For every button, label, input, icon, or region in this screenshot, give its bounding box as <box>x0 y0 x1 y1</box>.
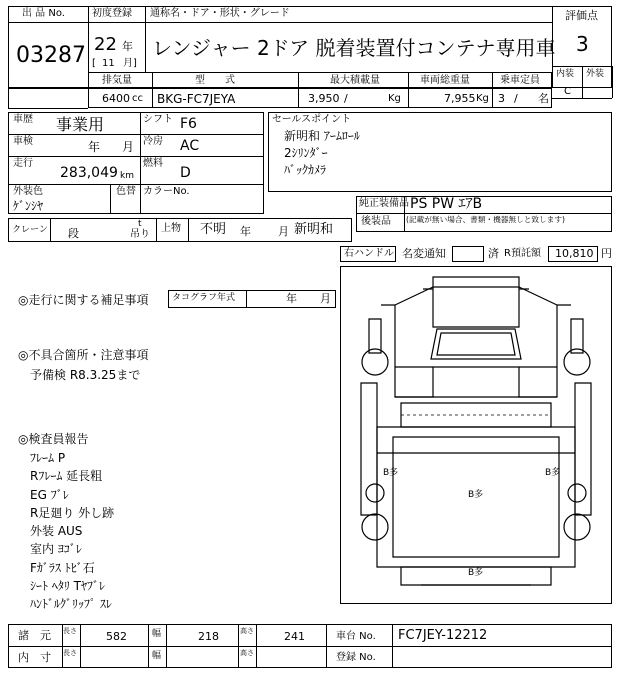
inspector-line: 外装 AUS <box>30 524 83 538</box>
reg-month-open: [ <box>92 58 96 69</box>
name-label: 通称名・ドア・形状・グレード <box>150 8 290 19</box>
recycle-amount: 10,810 <box>555 247 594 260</box>
ext-color-label: 外装色 <box>13 186 43 197</box>
reg-year-unit: 年 <box>122 40 133 53</box>
inner-length-label: 長さ <box>63 649 77 657</box>
damage-diagram <box>340 266 612 604</box>
inner-label: 内 寸 <box>18 651 51 664</box>
reg-no-label: 登録 No. <box>336 652 376 663</box>
gross-label: 車両総重量 <box>420 75 470 86</box>
width-value: 218 <box>198 630 219 643</box>
inspector-line: EG ﾌﾞﾚ <box>30 488 69 502</box>
damage-mark-center: B多 <box>468 490 484 500</box>
interior-grade: C <box>564 86 571 97</box>
body-month-unit: 月 <box>278 225 289 238</box>
driving-remarks-title: ◎走行に関する補足事項 <box>18 293 149 307</box>
inspection-month-unit: 月 <box>122 140 135 154</box>
damage-mark-right: B多 <box>545 468 561 478</box>
equipment-value: PS PW ｴｱB <box>410 196 483 212</box>
inspection-label: 車検 <box>13 136 33 147</box>
length-label: 長さ <box>63 627 77 635</box>
model-name: レンジャー 2ドア 脱着装置付コンテナ専用車 <box>152 36 556 60</box>
max-load-unit: Kg <box>388 93 401 104</box>
inspector-line: Rﾌﾚｰﾑ 延長粗 <box>30 469 103 483</box>
width-label: 幅 <box>152 629 162 639</box>
lot-number: 03287 <box>16 43 86 68</box>
chassis-label: 車台 No. <box>336 631 376 642</box>
sales-point-2: 2ｼﾘﾝﾀﾞｰ <box>284 146 328 160</box>
recycle-unit: 円 <box>601 247 612 260</box>
inspector-line: 室内 ﾖｺﾞﾚ <box>30 542 82 556</box>
body-year-unit: 年 <box>240 225 251 238</box>
height-label: 高さ <box>240 627 254 635</box>
mileage-label: 走行 <box>13 158 33 169</box>
inspector-line: ｼｰﾄ ﾍﾀﾘ Tﾔﾌﾞﾚ <box>30 579 105 593</box>
inspector-line: ﾊﾝﾄﾞﾙｸﾞﾘｯﾌﾟ ｽﾚ <box>30 597 112 611</box>
defect-line: 予備検 R8.3.25まで <box>30 368 141 382</box>
inspector-line: R足廻り 外し跡 <box>30 506 115 520</box>
history-value: 事業用 <box>56 115 105 134</box>
recycle-label: R預託額 <box>504 248 541 259</box>
aftermarket-label: 後装品 <box>361 216 391 227</box>
steering: 右ハンドル <box>344 248 394 259</box>
crane-label: クレーン <box>12 225 48 235</box>
displacement-label: 排気量 <box>102 75 132 86</box>
shift-value: F6 <box>180 116 197 132</box>
aftermarket-note: (記載が無い場合、書類・機器無しと致します) <box>406 216 565 225</box>
notice-box <box>452 246 484 262</box>
ext-color-value: ｹﾞﾝｼﾔ <box>13 199 44 213</box>
equipment-label: 純正装備品 <box>359 198 409 209</box>
reg-label: 初度登録 <box>92 8 132 19</box>
capacity-label: 乗車定員 <box>500 75 540 86</box>
shift-label: シフト <box>143 114 173 125</box>
max-load-slash: / <box>344 92 348 105</box>
reg-year: 22 <box>94 34 117 55</box>
body-maker: 新明和 <box>294 222 334 237</box>
inspector-line: Fｶﾞﾗｽ ﾄﾋﾞ石 <box>30 561 95 575</box>
ac-label: 冷房 <box>143 136 163 147</box>
inspector-title: ◎検査員報告 <box>18 432 89 446</box>
max-load-value: 3,950 <box>308 92 340 105</box>
height-value: 241 <box>284 630 305 643</box>
capacity-value: 3 <box>498 92 505 105</box>
capacity-unit: 名 <box>538 92 549 105</box>
notice-label: 名変通知 <box>402 247 446 260</box>
history-label: 車歴 <box>13 114 33 125</box>
mileage-value: 283,049 <box>60 165 118 181</box>
gross-value: 7,955 <box>444 92 476 105</box>
interior-label: 内装 <box>556 69 575 79</box>
defects-title: ◎不具合箇所・注意事項 <box>18 348 149 362</box>
type-label: 型 式 <box>195 75 235 86</box>
exterior-label: 外装 <box>586 69 605 79</box>
length-value: 582 <box>106 630 127 643</box>
fuel-label: 燃料 <box>143 158 163 169</box>
lot-label: 出 品 No. <box>22 8 65 19</box>
reg-month: 11 <box>102 58 115 69</box>
tacho-label: タコグラフ年式 <box>172 293 236 303</box>
tacho-month-unit: 月 <box>320 292 331 305</box>
details-frame <box>8 112 264 214</box>
crane-t: t <box>138 219 142 229</box>
dim-label: 諸 元 <box>18 629 51 642</box>
sales-point-3: ﾊﾞｯｸｶﾒﾗ <box>284 163 327 177</box>
body-year: 不明 <box>200 222 227 237</box>
recycle-mark: 済 <box>488 247 499 260</box>
score-label: 評価点 <box>565 9 598 22</box>
ac-value: AC <box>180 138 200 154</box>
truck-diagram-svg <box>341 267 611 603</box>
inner-width-label: 幅 <box>152 651 162 661</box>
type-value: BKG-FC7JEYA <box>157 92 236 106</box>
inner-height-label: 高さ <box>240 649 254 657</box>
damage-mark-rear: B多 <box>468 568 484 578</box>
tacho-year-unit: 年 <box>286 292 297 305</box>
displacement-unit: cc <box>132 93 143 104</box>
chassis-value: FC7JEY-12212 <box>398 628 488 643</box>
max-load-label: 最大積載量 <box>330 75 380 86</box>
capacity-slash: / <box>514 92 518 105</box>
damage-mark-left: B多 <box>383 468 399 478</box>
gross-unit: Kg <box>476 93 489 104</box>
inspection-year-unit: 年 <box>88 140 101 154</box>
color-code-label: カラーNo. <box>143 186 190 197</box>
mileage-unit: km <box>120 171 134 181</box>
crane-stage-unit: 段 <box>68 227 79 240</box>
color-change-label: 色替 <box>116 186 136 197</box>
sales-point-1: 新明和 ｱｰﾑﾛｰﾙ <box>284 129 360 143</box>
reg-month-unit: 月] <box>123 58 137 69</box>
fuel-value: D <box>180 165 191 181</box>
sales-points-label: セールスポイント <box>272 114 352 125</box>
displacement-value: 6400 <box>102 92 130 105</box>
crane-hoist: 吊り <box>130 229 150 240</box>
inspector-line: ﾌﾚｰﾑ P <box>30 451 66 465</box>
body-maker-label: 上物 <box>161 223 181 234</box>
score: 3 <box>576 32 589 56</box>
